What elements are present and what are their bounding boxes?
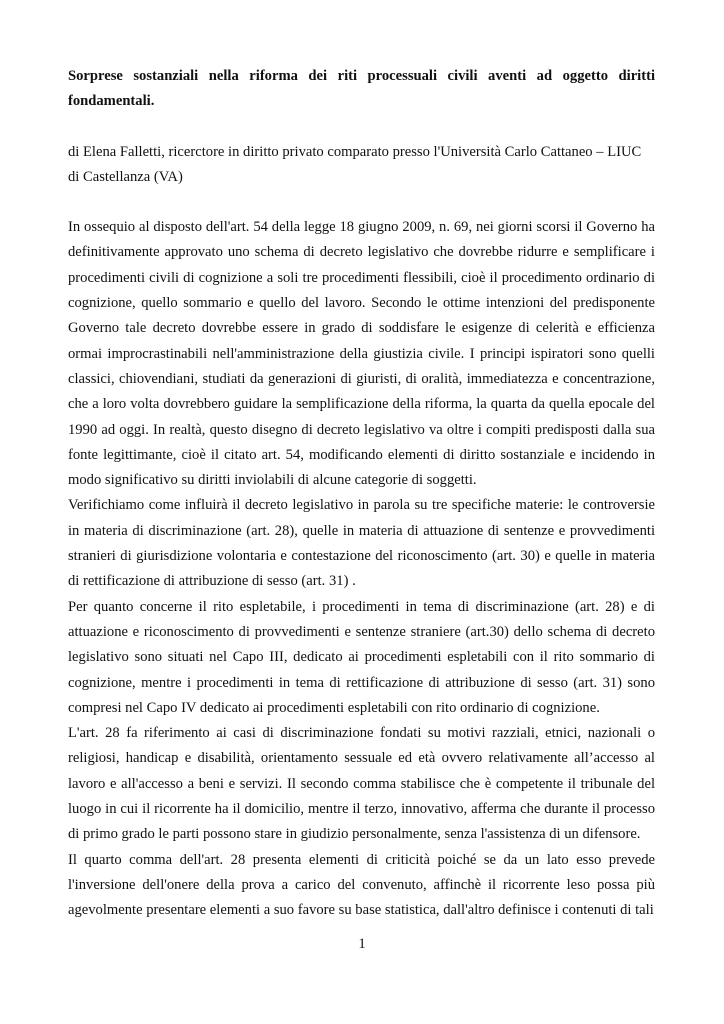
- body-paragraph: Per quanto concerne il rito espletabile, i procedimenti in tema di discriminazione (art. 28) e di attuazione e riconoscimento di provvedimenti e sentenze straniere (art.30) dello schema di decreto legislativo sono situati nel Capo III, dedicato ai procedimenti espletabili con il rito sommario di cognizione, mentre i procedimenti in tema di rettificazione di attribuzione di sesso (art. 31) sono compresi nel Capo IV dedicato ai procedimenti espletabili con rito ordinario di cognizione.: [68, 598, 655, 716]
- document-title: Sorprese sostanziali nella riforma dei riti processuali civili aventi ad oggetto diritti fondamentali.: [68, 68, 655, 110]
- body-paragraph: Il quarto comma dell'art. 28 presenta elementi di criticità poiché se da un lato esso prevede l'inversione dell'onere della prova a carico del convenuto, affinchè il ricorrente leso possa più agevolmente presentare elementi a suo favore su base statistica, dall'altro definisce i contenuti di tali: [68, 851, 655, 919]
- body-paragraph: L'art. 28 fa riferimento ai casi di discriminazione fondati su motivi razziali, etnici, nazionali o religiosi, handicap e disabilità, orientamento sessuale ed età ovvero relativamente all’accesso al lavoro e all'accesso a beni e servizi. Il secondo comma stabilisce che è competente il tribunale del luogo in cui il ricorrente ha il domicilio, mentre il terzo, innovativo, afferma che durante il processo di primo grado le parti possono stare in giudizio personalmente, senza l'assistenza di un difensore.: [68, 725, 655, 843]
- body-paragraph: Verifichiamo come influirà il decreto legislativo in parola su tre specifiche materie: le controversie in materia di discriminazione (art. 28), quelle in materia di attuazione di sentenze e provvedimenti stranieri di giurisdizione volontaria e contestazione del riconoscimento (art. 30) e quelle in materia di rettificazione di attribuzione di sesso (art. 31) .: [68, 497, 655, 590]
- document-page: [68, 64, 655, 924]
- author-line: di Elena Falletti, ricerctore in diritto privato comparato presso l'Università Carlo Cattaneo – LIUC di Castellanza (VA): [68, 143, 642, 185]
- body-paragraph: In ossequio al disposto dell'art. 54 della legge 18 giugno 2009, n. 69, nei giorni scorsi il Governo ha definitivamente approvato uno schema di decreto legislativo che dovrebbe ridurre e semplificare i procedimenti civili di cognizione a soli tre procedimenti flessibili, cioè il procedimento ordinario di cognizione, quello sommario e quello del lavoro. Secondo le ottime intenzioni del predisponente Governo tale decreto dovrebbe essere in grado di soddisfare le esigenze di celerità e efficienza ormai improcrastinabili nell'amministrazione della giustizia civile. I principi ispiratori sono quelli classici, chiovendiani, studiati da generazioni di giuristi, di oralità, immediatezza e concentrazione, che a loro volta dovrebbero guidare la semplificazione della riforma, la quarta da quella epocale del 1990 ad oggi. In realtà, questo disegno di decreto legislativo va oltre i compiti predisposti dalla sua fonte legittimante, cioè il citato art. 54, modificando elementi di diritto sostanziale e incidendo in modo significativo su diritti inviolabili di alcune categorie di soggetti.: [68, 219, 655, 489]
- page-number: 1: [358, 936, 366, 952]
